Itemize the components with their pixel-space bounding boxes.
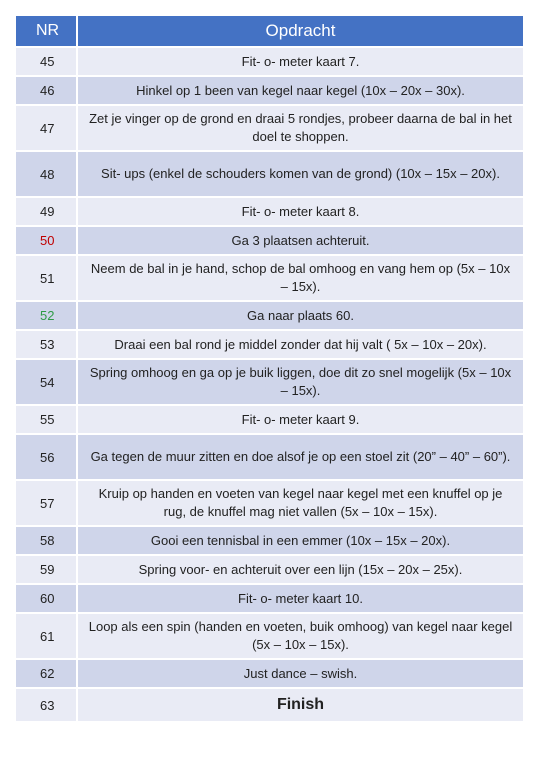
table-row (16, 77, 523, 106)
row-number-highlight-green: 52 (16, 302, 78, 329)
table-row (16, 614, 523, 660)
row-number: 60 (16, 585, 78, 612)
finish-label: Finish (276, 696, 325, 713)
table-row (16, 106, 523, 152)
row-assignment: Fit- o- meter kaart 10. (238, 590, 363, 606)
table-row (16, 152, 523, 198)
row-assignment: Ga tegen de muur zitten en doe alsof je op een stoel zit (20” – 40” – 60”). (90, 449, 511, 464)
row-assignment: Kruip op handen en voeten van kegel naar kegel met een knuffel op je rug, de knuffel mag niet vallen (5x – 10x – 15x). (98, 486, 503, 519)
row-number: 63 (16, 689, 78, 721)
table-row (16, 556, 523, 585)
table-row (16, 585, 523, 614)
row-assignment: Zet je vinger op de grond en draai 5 rondjes, probeer daarna de bal in het doel te shoppen. (89, 111, 512, 144)
header-nr: NR (16, 16, 78, 46)
row-number: 58 (16, 527, 78, 554)
row-assignment: Just dance – swish. (243, 665, 358, 681)
row-assignment: Gooi een tennisbal in een emmer (10x – 15x – 20x). (150, 532, 451, 548)
row-assignment: Hinkel op 1 been van kegel naar kegel (10x – 20x – 30x). (136, 82, 465, 98)
table-row (16, 527, 523, 556)
row-number: 62 (16, 660, 78, 687)
row-assignment: Sit- ups (enkel de schouders komen van de grond) (10x – 15x – 20x). (101, 166, 500, 181)
row-number: 48 (16, 152, 78, 196)
table-row (16, 360, 523, 406)
header-opdracht: Opdracht (265, 21, 336, 40)
table-row (16, 227, 523, 256)
row-number: 59 (16, 556, 78, 583)
row-number: 46 (16, 77, 78, 104)
row-assignment: Spring voor- en achteruit over een lijn (15x – 20x – 25x). (138, 561, 463, 577)
table-row (16, 48, 523, 77)
table-row (16, 256, 523, 302)
table-row (16, 660, 523, 689)
row-assignment: Fit- o- meter kaart 9. (241, 411, 360, 427)
row-number: 47 (16, 106, 78, 150)
row-number-highlight-red: 50 (16, 227, 78, 254)
row-assignment: Ga naar plaats 60. (247, 307, 354, 323)
row-assignment: Loop als een spin (handen en voeten, buik omhoog) van kegel naar kegel (5x – 10x – 15x). (88, 619, 513, 652)
table-header (16, 16, 523, 48)
table-row (16, 198, 523, 227)
row-assignment: Ga 3 plaatsen achteruit. (231, 232, 370, 248)
row-assignment: Draai een bal rond je middel zonder dat hij valt ( 5x – 10x – 20x). (114, 336, 487, 352)
row-number: 49 (16, 198, 78, 225)
table-row (16, 435, 523, 481)
table-row (16, 331, 523, 360)
row-number: 61 (16, 614, 78, 658)
row-assignment: Spring omhoog en ga op je buik liggen, doe dit zo snel mogelijk (5x – 10x – 15x). (89, 365, 512, 398)
row-number: 45 (16, 48, 78, 75)
row-assignment: Fit- o- meter kaart 8. (241, 203, 360, 219)
table-row (16, 689, 523, 723)
row-number: 56 (16, 435, 78, 479)
row-assignment: Fit- o- meter kaart 7. (241, 53, 360, 69)
table-row (16, 302, 523, 331)
assignment-table (16, 16, 523, 723)
row-number: 51 (16, 256, 78, 300)
row-number: 55 (16, 406, 78, 433)
table-row (16, 481, 523, 527)
table-row (16, 406, 523, 435)
row-number: 53 (16, 331, 78, 358)
row-assignment: Neem de bal in je hand, schop de bal omhoog en vang hem op (5x – 10x – 15x). (90, 261, 511, 294)
row-number: 57 (16, 481, 78, 525)
row-number: 54 (16, 360, 78, 404)
